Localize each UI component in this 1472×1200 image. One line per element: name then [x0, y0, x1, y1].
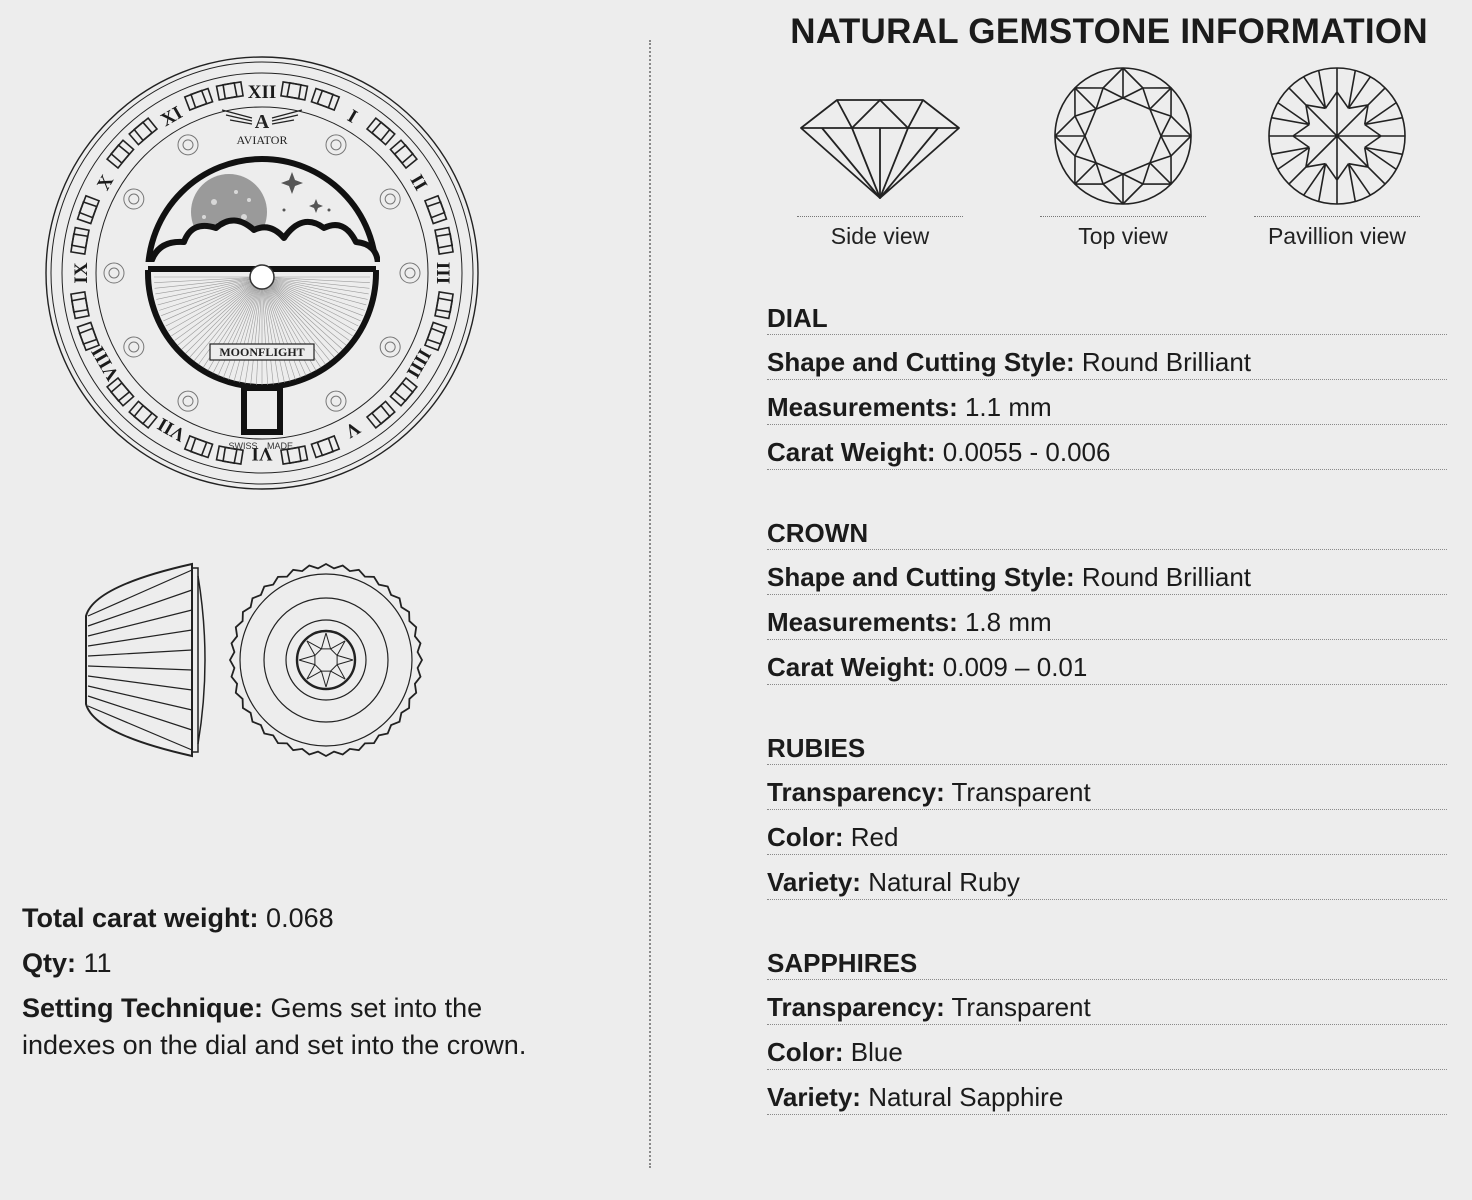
spec-label: Measurements: — [767, 392, 958, 422]
spec-row — [767, 425, 1447, 470]
setting-technique-label: Setting Technique: — [22, 993, 263, 1023]
spec-row — [767, 595, 1447, 640]
crown-front-icon — [230, 564, 422, 756]
dial-numeral: V — [341, 416, 364, 442]
qty-line — [22, 945, 542, 982]
spec-label: Carat Weight: — [767, 652, 936, 682]
spec-value: Blue — [850, 1037, 903, 1067]
dial-numeral: VIII — [87, 342, 124, 385]
dial-numeral: X — [93, 171, 119, 194]
section-rubies — [767, 730, 1447, 900]
setting-technique-line — [22, 990, 542, 1064]
page-title: NATURAL GEMSTONE INFORMATION — [790, 12, 1428, 51]
pavilion-view — [1252, 66, 1422, 250]
spec-value: 1.8 mm — [964, 607, 1052, 637]
spec-row — [767, 855, 1447, 900]
watch-dial-drawing — [44, 52, 480, 494]
watch-dial-illustration — [44, 52, 480, 494]
qty-label: Qty: — [22, 948, 76, 978]
side-view — [792, 66, 968, 250]
spec-row — [767, 765, 1447, 810]
top-view-rule — [1040, 216, 1206, 217]
spec-row — [767, 380, 1447, 425]
section-title: CROWN — [767, 515, 1447, 550]
column-divider — [649, 40, 651, 1168]
dial-numeral: I — [343, 105, 361, 128]
diamond-pavilion-icon — [1265, 66, 1409, 206]
side-view-caption: Side view — [830, 223, 930, 249]
spec-value: Red — [850, 822, 899, 852]
gem-summary — [22, 900, 542, 1072]
top-view-caption: Top view — [1078, 223, 1168, 249]
spec-label: Shape and Cutting Style: — [767, 347, 1075, 377]
spec-label: Transparency: — [767, 992, 945, 1022]
spec-value: 0.009 – 0.01 — [942, 652, 1088, 682]
dial-numeral: II — [405, 171, 432, 195]
spec-value: Round Brilliant — [1081, 562, 1252, 592]
total-carat-line — [22, 900, 542, 937]
spec-row — [767, 335, 1447, 380]
spec-label: Variety: — [767, 1082, 861, 1112]
dial-numeral: XI — [157, 102, 187, 132]
pavilion-view-rule — [1254, 216, 1420, 217]
spec-value: Transparent — [951, 992, 1091, 1022]
svg-text:A: A — [254, 111, 270, 133]
dial-brand-text: AVIATOR — [236, 133, 288, 147]
dial-numeral: IX — [71, 262, 92, 284]
gem-sections — [767, 300, 1447, 1160]
section-title: DIAL — [767, 300, 1447, 335]
total-carat-label: Total carat weight: — [22, 903, 259, 933]
dial-numeral: VI — [251, 443, 273, 464]
dial-numeral: XII — [247, 82, 277, 103]
crown-illustration — [80, 556, 432, 764]
section-dial — [767, 300, 1447, 470]
crown-drawing — [80, 556, 432, 764]
dial-model-text: MOONFLIGHT — [219, 345, 305, 359]
diamond-side-icon — [797, 66, 963, 206]
dial-numeral: III — [432, 261, 453, 285]
top-view — [1038, 66, 1208, 250]
spec-row — [767, 1025, 1447, 1070]
section-title: SAPPHIRES — [767, 945, 1447, 980]
dial-numeral: IIII — [401, 345, 435, 382]
section-title: RUBIES — [767, 730, 1447, 765]
spec-row — [767, 980, 1447, 1025]
spec-value: Transparent — [951, 777, 1091, 807]
spec-value: Natural Ruby — [868, 867, 1020, 897]
spec-row — [767, 810, 1447, 855]
spec-label: Shape and Cutting Style: — [767, 562, 1075, 592]
side-view-rule — [797, 216, 963, 217]
dial-made-text: MADE — [266, 441, 294, 451]
spec-label: Carat Weight: — [767, 437, 936, 467]
diamond-views — [770, 66, 1450, 286]
dial-swiss-text: SWISS — [228, 441, 258, 451]
qty-value: 11 — [83, 948, 112, 978]
spec-value: Natural Sapphire — [868, 1082, 1064, 1112]
spec-label: Color: — [767, 822, 844, 852]
spec-label: Variety: — [767, 867, 861, 897]
diamond-top-icon — [1051, 66, 1195, 206]
section-crown — [767, 515, 1447, 685]
spec-row — [767, 550, 1447, 595]
setting-technique-value: Gems set into the indexes on the dial and set into the crown. — [22, 993, 527, 1060]
spec-value: 0.0055 - 0.006 — [942, 437, 1111, 467]
spec-row — [767, 1070, 1447, 1115]
spec-value: Round Brilliant — [1081, 347, 1252, 377]
crown-side-icon — [86, 564, 205, 756]
total-carat-value: 0.068 — [266, 903, 334, 933]
spec-value: 1.1 mm — [964, 392, 1052, 422]
dial-numeral: VII — [154, 413, 190, 446]
spec-label: Measurements: — [767, 607, 958, 637]
spec-row — [767, 640, 1447, 685]
pavilion-view-caption: Pavillion view — [1267, 223, 1407, 249]
spec-label: Transparency: — [767, 777, 945, 807]
section-sapphires — [767, 945, 1447, 1115]
spec-label: Color: — [767, 1037, 844, 1067]
